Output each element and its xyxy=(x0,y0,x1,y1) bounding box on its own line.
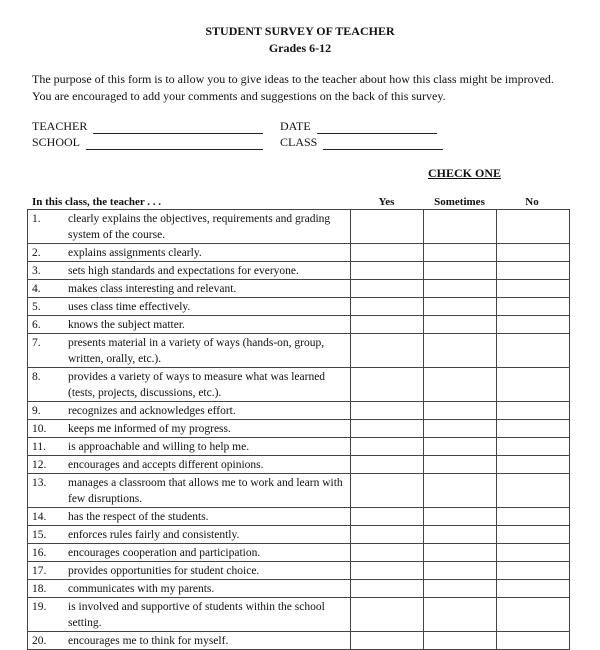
table-row xyxy=(28,632,570,650)
table-row xyxy=(28,298,570,316)
question-cell xyxy=(28,368,351,402)
question-text: encourages me to think for myself. xyxy=(68,635,229,647)
table-row xyxy=(28,334,570,368)
question-cell xyxy=(28,402,351,420)
question-text: manages a classroom that allows me to work and learn with few disruptions. xyxy=(68,477,343,505)
question-text: presents material in a variety of ways (hands-on, group, written, orally, etc.). xyxy=(68,337,325,365)
question-number: 5. xyxy=(32,301,41,313)
answer-cell-sometimes[interactable] xyxy=(424,598,497,632)
answer-cell-no[interactable] xyxy=(497,334,570,368)
answer-cell-yes[interactable] xyxy=(351,526,424,544)
table-row xyxy=(28,280,570,298)
question-cell xyxy=(28,244,351,262)
answer-cell-no[interactable] xyxy=(497,474,570,508)
question-item xyxy=(28,280,350,297)
answer-cell-sometimes[interactable] xyxy=(424,298,497,316)
question-text: uses class time effectively. xyxy=(68,301,191,313)
question-number: 16. xyxy=(32,547,47,559)
table-row xyxy=(28,544,570,562)
question-number: 17. xyxy=(32,565,47,577)
teacher-blank-line[interactable] xyxy=(93,121,263,134)
page-title: STUDENT SURVEY OF TEACHER xyxy=(205,24,395,38)
question-number: 1. xyxy=(32,213,41,225)
question-cell xyxy=(28,298,351,316)
question-text: is approachable and willing to help me. xyxy=(68,441,250,453)
question-text: explains assignments clearly. xyxy=(68,247,202,259)
answer-cell-no[interactable] xyxy=(497,562,570,580)
question-cell xyxy=(28,580,351,598)
question-number: 13. xyxy=(32,477,47,489)
table-row xyxy=(28,420,570,438)
answer-cell-no[interactable] xyxy=(497,368,570,402)
teacher-field[interactable] xyxy=(32,119,263,134)
answer-cell-sometimes[interactable] xyxy=(424,316,497,334)
question-item xyxy=(28,598,350,631)
question-item xyxy=(28,580,350,597)
answer-cell-sometimes[interactable] xyxy=(424,210,497,244)
question-cell xyxy=(28,456,351,474)
question-cell xyxy=(28,316,351,334)
answer-cell-sometimes[interactable] xyxy=(424,244,497,262)
answer-cell-sometimes[interactable] xyxy=(424,402,497,420)
answer-cell-yes[interactable] xyxy=(351,316,424,334)
page-subtitle: Grades 6-12 xyxy=(268,41,332,55)
question-text: provides opportunities for student choice. xyxy=(68,565,260,577)
question-item xyxy=(28,562,350,579)
answer-cell-yes[interactable] xyxy=(351,562,424,580)
answer-cell-sometimes[interactable] xyxy=(424,508,497,526)
answer-cell-no[interactable] xyxy=(497,316,570,334)
answer-cell-yes[interactable] xyxy=(351,580,424,598)
question-cell xyxy=(28,474,351,508)
answer-cell-sometimes[interactable] xyxy=(424,368,497,402)
table-row xyxy=(28,438,570,456)
question-item xyxy=(28,334,350,367)
school-field[interactable] xyxy=(32,135,263,150)
question-text: recognizes and acknowledges effort. xyxy=(68,405,236,417)
question-text: clearly explains the objectives, requirements and grading system of the course. xyxy=(68,213,331,241)
answer-cell-sometimes[interactable] xyxy=(424,526,497,544)
answer-cell-no[interactable] xyxy=(497,262,570,280)
date-field[interactable] xyxy=(280,119,437,134)
question-cell xyxy=(28,280,351,298)
answer-cell-sometimes[interactable] xyxy=(424,280,497,298)
question-text: is involved and supportive of students within the school setting. xyxy=(68,601,325,629)
question-number: 6. xyxy=(32,319,41,331)
answer-cell-yes[interactable] xyxy=(351,262,424,280)
question-text: keeps me informed of my progress. xyxy=(68,423,231,435)
answer-cell-yes[interactable] xyxy=(351,544,424,562)
answer-cell-yes[interactable] xyxy=(351,438,424,456)
table-row xyxy=(28,526,570,544)
question-item xyxy=(28,420,350,437)
answer-cell-yes[interactable] xyxy=(351,298,424,316)
question-text: communicates with my parents. xyxy=(68,583,215,595)
answer-cell-yes[interactable] xyxy=(351,368,424,402)
question-number: 9. xyxy=(32,405,41,417)
table-row xyxy=(28,508,570,526)
question-number: 14. xyxy=(32,511,47,523)
answer-cell-sometimes[interactable] xyxy=(424,544,497,562)
answer-cell-sometimes[interactable] xyxy=(424,474,497,508)
answer-cell-yes[interactable] xyxy=(351,210,424,244)
answer-cell-sometimes[interactable] xyxy=(424,262,497,280)
question-number: 12. xyxy=(32,459,47,471)
answer-cell-no[interactable] xyxy=(497,508,570,526)
question-text: encourages cooperation and participation. xyxy=(68,547,261,559)
answer-cell-no[interactable] xyxy=(497,456,570,474)
question-item xyxy=(28,438,350,455)
question-number: 7. xyxy=(32,337,41,349)
question-number: 3. xyxy=(32,265,41,277)
question-item xyxy=(28,262,350,279)
answer-cell-no[interactable] xyxy=(497,210,570,244)
teacher-label: TEACHER xyxy=(32,119,88,133)
question-item xyxy=(28,402,350,419)
question-text: enforces rules fairly and consistently. xyxy=(68,529,240,541)
answer-cell-sometimes[interactable] xyxy=(424,580,497,598)
question-number: 10. xyxy=(32,423,47,435)
table-row xyxy=(28,244,570,262)
table-row xyxy=(28,402,570,420)
question-text: encourages and accepts different opinions. xyxy=(68,459,264,471)
answer-cell-yes[interactable] xyxy=(351,402,424,420)
question-cell xyxy=(28,262,351,280)
answer-cell-sometimes[interactable] xyxy=(424,334,497,368)
table-row xyxy=(28,598,570,632)
question-item xyxy=(28,526,350,543)
question-item xyxy=(28,316,350,333)
class-field[interactable] xyxy=(280,135,443,150)
check-one-heading: CHECK ONE xyxy=(428,166,502,180)
date-blank-line[interactable] xyxy=(317,121,437,134)
answer-cell-sometimes[interactable] xyxy=(424,438,497,456)
answer-cell-yes[interactable] xyxy=(351,632,424,650)
question-cell xyxy=(28,562,351,580)
answer-cell-no[interactable] xyxy=(497,402,570,420)
answer-cell-no[interactable] xyxy=(497,420,570,438)
school-label: SCHOOL xyxy=(32,135,81,149)
answer-cell-yes[interactable] xyxy=(351,244,424,262)
question-item xyxy=(28,508,350,525)
answer-cell-no[interactable] xyxy=(497,632,570,650)
table-lead-header: In this class, the teacher . . . xyxy=(32,196,162,208)
question-item xyxy=(28,298,350,315)
class-label: CLASS xyxy=(280,135,318,149)
question-cell xyxy=(28,334,351,368)
survey-table xyxy=(27,209,570,650)
table-row xyxy=(28,456,570,474)
answer-cell-no[interactable] xyxy=(497,580,570,598)
date-label: DATE xyxy=(280,119,311,133)
question-item xyxy=(28,368,350,401)
question-cell xyxy=(28,598,351,632)
question-item xyxy=(28,474,350,507)
question-number: 19. xyxy=(32,601,47,613)
answer-cell-yes[interactable] xyxy=(351,474,424,508)
answer-cell-no[interactable] xyxy=(497,544,570,562)
table-row xyxy=(28,210,570,244)
question-item xyxy=(28,632,350,649)
question-text: knows the subject matter. xyxy=(68,319,185,331)
answer-cell-sometimes[interactable] xyxy=(424,420,497,438)
question-text: provides a variety of ways to measure what was learned (tests, projects, discussions, etc.). xyxy=(68,371,326,399)
column-header-sometimes: Sometimes xyxy=(434,196,485,208)
table-row xyxy=(28,580,570,598)
question-number: 4. xyxy=(32,283,41,295)
answer-cell-yes[interactable] xyxy=(351,598,424,632)
question-text: makes class interesting and relevant. xyxy=(68,283,237,295)
question-cell xyxy=(28,210,351,244)
question-cell xyxy=(28,420,351,438)
table-row xyxy=(28,562,570,580)
column-header-yes: Yes xyxy=(378,196,395,208)
answer-cell-sometimes[interactable] xyxy=(424,632,497,650)
table-row xyxy=(28,368,570,402)
question-number: 11. xyxy=(32,441,46,453)
answer-cell-no[interactable] xyxy=(497,526,570,544)
column-header-no: No xyxy=(525,196,539,208)
question-cell xyxy=(28,544,351,562)
question-cell xyxy=(28,526,351,544)
table-row xyxy=(28,474,570,508)
question-item xyxy=(28,456,350,473)
question-cell xyxy=(28,508,351,526)
question-text: has the respect of the students. xyxy=(68,511,209,523)
answer-cell-yes[interactable] xyxy=(351,420,424,438)
answer-cell-no[interactable] xyxy=(497,298,570,316)
answer-cell-yes[interactable] xyxy=(351,508,424,526)
answer-cell-sometimes[interactable] xyxy=(424,456,497,474)
answer-cell-sometimes[interactable] xyxy=(424,562,497,580)
question-item xyxy=(28,210,350,243)
question-number: 18. xyxy=(32,583,47,595)
question-cell xyxy=(28,632,351,650)
answer-cell-no[interactable] xyxy=(497,598,570,632)
class-blank-line[interactable] xyxy=(323,137,443,150)
school-blank-line[interactable] xyxy=(86,137,263,150)
question-item xyxy=(28,544,350,561)
intro-text-line-1: The purpose of this form is to allow you to give ideas to the teacher about how this class might be improved. xyxy=(32,72,554,86)
answer-cell-no[interactable] xyxy=(497,438,570,456)
answer-cell-yes[interactable] xyxy=(351,456,424,474)
question-cell xyxy=(28,438,351,456)
answer-cell-no[interactable] xyxy=(497,244,570,262)
question-number: 2. xyxy=(32,247,41,259)
answer-cell-yes[interactable] xyxy=(351,334,424,368)
question-text: sets high standards and expectations for everyone. xyxy=(68,265,299,277)
question-number: 15. xyxy=(32,529,47,541)
intro-text-line-2: You are encouraged to add your comments and suggestions on the back of this survey. xyxy=(32,89,446,103)
answer-cell-yes[interactable] xyxy=(351,280,424,298)
answer-cell-no[interactable] xyxy=(497,280,570,298)
table-row xyxy=(28,262,570,280)
question-number: 20. xyxy=(32,635,47,647)
question-number: 8. xyxy=(32,371,41,383)
question-item xyxy=(28,244,350,261)
table-row xyxy=(28,316,570,334)
